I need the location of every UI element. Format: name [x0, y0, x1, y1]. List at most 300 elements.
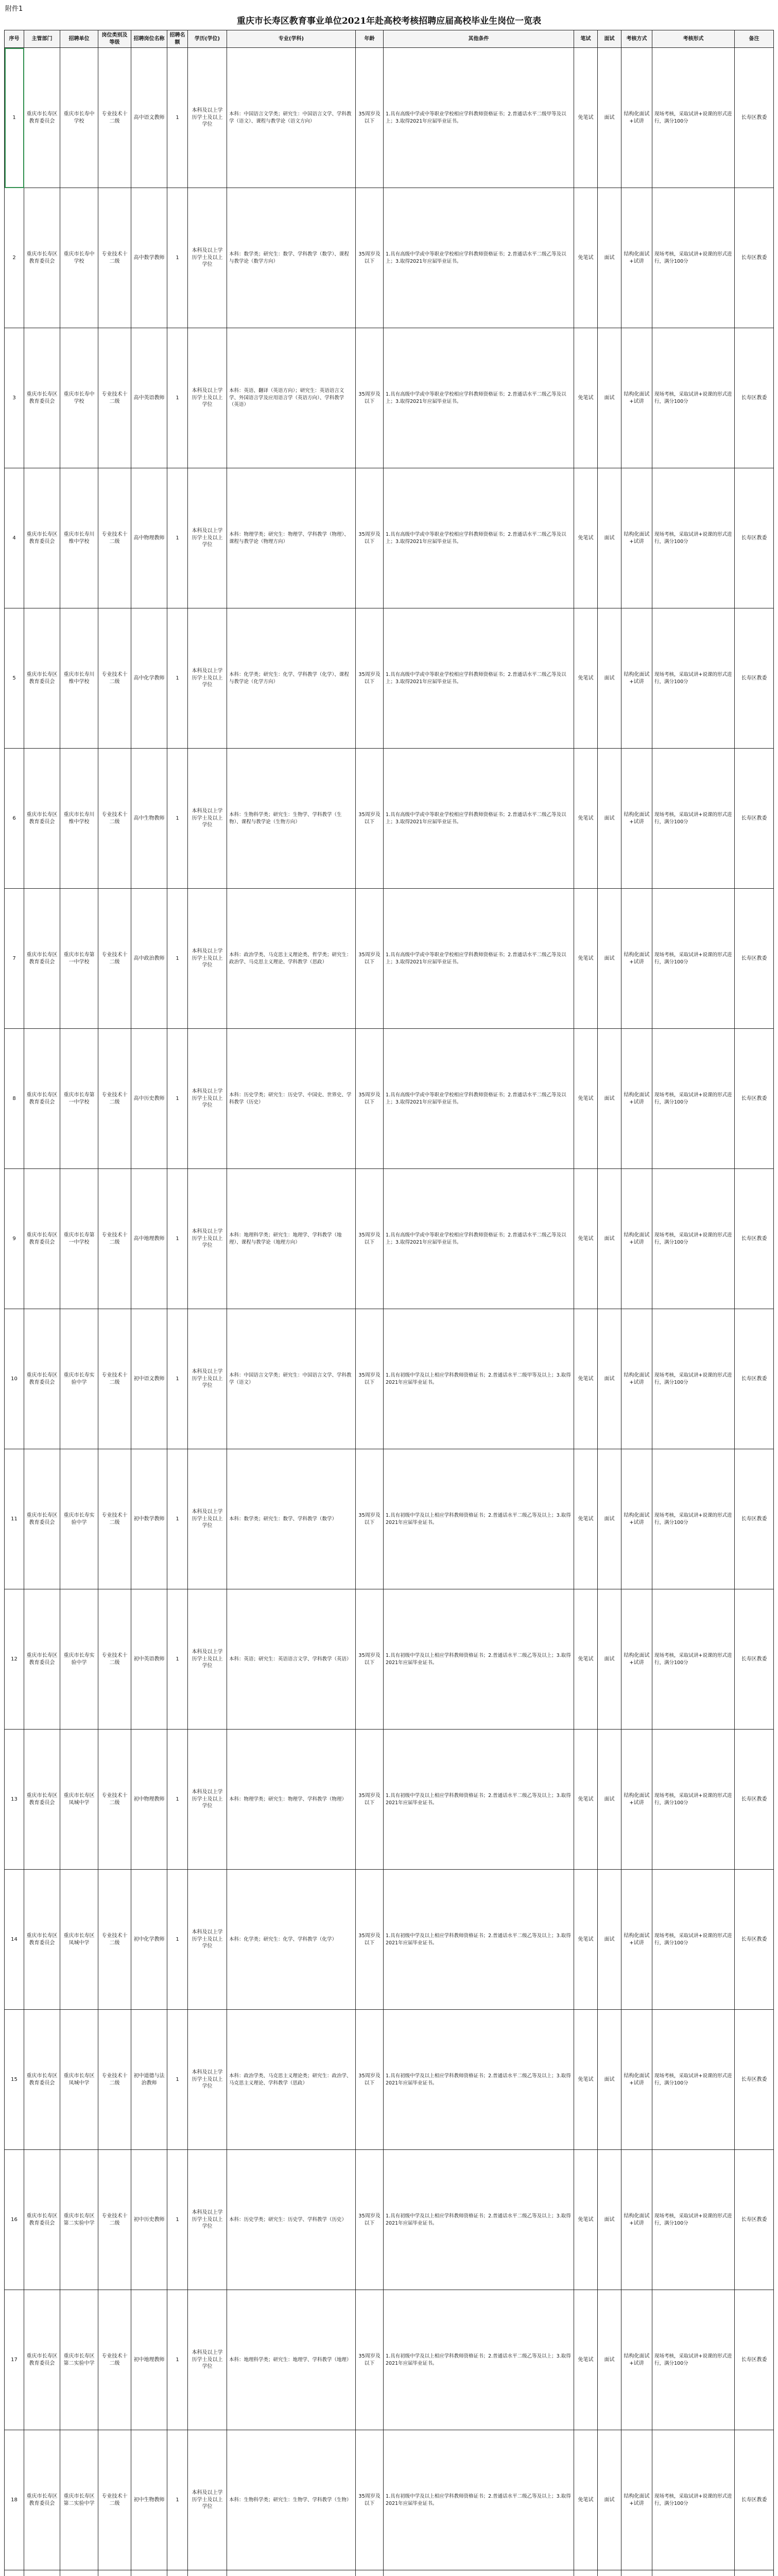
- cell-other: 1.具有初级中学及以上相应学科教师资格证书；2.普通话水平二级乙等及以上；3.取得2021年应届毕业证书。: [384, 2010, 574, 2150]
- cell-interview: 面试: [598, 48, 621, 188]
- table-row: [5, 1029, 774, 1169]
- cell-written: 免笔试: [574, 889, 598, 1029]
- cell-count: 1: [167, 2290, 188, 2430]
- cell-eval: 结构化面试+试讲: [621, 1730, 652, 1870]
- cell-eval: 结构化面试+试讲: [621, 48, 652, 188]
- cell-count: 1: [167, 188, 188, 328]
- cell-other: 1.具有初级中学及以上相应学科教师资格证书；2.普通话水平二级乙等及以上；3.取得2021年应届毕业证书。: [384, 1730, 574, 1870]
- cell-age: 35周岁及以下: [356, 889, 384, 1029]
- cell-dept: 重庆市长寿区教育委员会: [24, 2430, 60, 2570]
- cell-count: 1: [167, 1870, 188, 2010]
- cell-age: 35周岁及以下: [356, 1730, 384, 1870]
- cell-post-type: 专业技术十二级: [98, 1870, 131, 2010]
- cell-post-name: 高中历史教师: [131, 1029, 167, 1169]
- cell-unit: 重庆市长寿区凤城中学: [60, 2010, 98, 2150]
- cell-unit: 重庆市长寿区凤城中学: [60, 1870, 98, 2010]
- cell-age: 35周岁及以下: [356, 2010, 384, 2150]
- table-row: [5, 188, 774, 328]
- header-dept: 主管部门: [24, 30, 60, 48]
- cell-remark: [735, 2570, 774, 2576]
- cell-eval: 结构化面试+试讲: [621, 1589, 652, 1730]
- cell-written: 免笔试: [574, 1029, 598, 1169]
- cell-post-name: 高中英语教师: [131, 328, 167, 468]
- cell-dept: 重庆市长寿区教育委员会: [24, 2010, 60, 2150]
- cell-count: [167, 2570, 188, 2576]
- cell-major: 本科：化学类；研究生：化学、学科教学（化学）: [227, 1870, 356, 2010]
- cell-post-name: 初中英语教师: [131, 1589, 167, 1730]
- cell-method: 现场考核，采取试讲+说课的形式进行，满分100分: [652, 1589, 735, 1730]
- cell-seq: 11: [5, 1449, 24, 1589]
- cell-eval: 结构化面试+试讲: [621, 188, 652, 328]
- cell-dept: 重庆市长寿区教育委员会: [24, 2150, 60, 2290]
- cell-count: 1: [167, 1169, 188, 1309]
- cell-major: 本科：英语、翻译（英语方向）；研究生：英语语言文学、外国语言学及应用语言学（英语方向）、学科教学（英语）: [227, 328, 356, 468]
- cell-seq: 16: [5, 2150, 24, 2290]
- cell-post-name: 高中数学教师: [131, 188, 167, 328]
- cell-unit: 重庆市长寿实验中学: [60, 1449, 98, 1589]
- cell-edu: 本科及以上学历学士及以上学位: [188, 608, 227, 749]
- cell-post-name: 高中物理教师: [131, 468, 167, 608]
- cell-post-name: 初中历史教师: [131, 2150, 167, 2290]
- table-header: [5, 30, 774, 48]
- cell-major: 本科：政治学类、马克思主义理论类；研究生：政治学、马克思主义理论、学科教学（思政）: [227, 2010, 356, 2150]
- cell-other: 1.具有初级中学及以上相应学科教师资格证书；2.普通话水平二级乙等及以上；3.取得2021年应届毕业证书。: [384, 1449, 574, 1589]
- cell-eval: 结构化面试+试讲: [621, 2010, 652, 2150]
- cell-seq: 7: [5, 889, 24, 1029]
- cell-post-type: 专业技术十二级: [98, 2290, 131, 2430]
- cell-post-type: [98, 2570, 131, 2576]
- cell-remark: 长寿区教委: [735, 2290, 774, 2430]
- cell-count: 1: [167, 1589, 188, 1730]
- cell-unit: [60, 2570, 98, 2576]
- cell-remark: 长寿区教委: [735, 1169, 774, 1309]
- cell-dept: 重庆市长寿区教育委员会: [24, 48, 60, 188]
- cell-edu: 本科及以上学历学士及以上学位: [188, 2430, 227, 2570]
- cell-other: 1.具有初级中学及以上相应学科教师资格证书；2.普通话水平二级乙等及以上；3.取得2021年应届毕业证书。: [384, 2290, 574, 2430]
- cell-other: 1.具有初级中学及以上相应学科教师资格证书；2.普通话水平二级甲等及以上；3.取得2021年应届毕业证书。: [384, 1309, 574, 1449]
- cell-method: 现场考核，采取试讲+说课的形式进行，满分100分: [652, 48, 735, 188]
- cell-post-name: 初中地理教师: [131, 2290, 167, 2430]
- table-body: [5, 48, 774, 2576]
- cell-unit: 重庆市长寿川维中学校: [60, 749, 98, 889]
- cell-remark: 长寿区教委: [735, 2010, 774, 2150]
- cell-method: 现场考核，采取试讲+说课的形式进行，满分100分: [652, 1730, 735, 1870]
- cell-unit: 重庆市长寿区第二实验中学: [60, 2430, 98, 2570]
- cell-interview: 面试: [598, 2010, 621, 2150]
- table-row: [5, 2430, 774, 2570]
- cell-written: 免笔试: [574, 1589, 598, 1730]
- cell-post-type: 专业技术十二级: [98, 749, 131, 889]
- cell-other: 1.具有高级中学或中等职业学校相应学科教师资格证书；2.普通话水平二级乙等及以上；3.取得2021年应届毕业证书。: [384, 188, 574, 328]
- cell-unit: 重庆市长寿区凤城中学: [60, 1730, 98, 1870]
- cell-remark: 长寿区教委: [735, 1029, 774, 1169]
- cell-unit: 重庆市长寿第一中学校: [60, 889, 98, 1029]
- cell-written: 免笔试: [574, 749, 598, 889]
- cell-dept: 重庆市长寿区教育委员会: [24, 889, 60, 1029]
- cell-interview: 面试: [598, 2150, 621, 2290]
- cell-edu: 本科及以上学历学士及以上学位: [188, 328, 227, 468]
- cell-post-name: 初中数学教师: [131, 1449, 167, 1589]
- cell-seq: 4: [5, 468, 24, 608]
- cell-major: 本科：数学类；研究生：数学、学科教学（数学）: [227, 1449, 356, 1589]
- cell-method: 现场考核，采取试讲+说课的形式进行，满分100分: [652, 1309, 735, 1449]
- cell-written: 免笔试: [574, 48, 598, 188]
- cell-post-name: [131, 2570, 167, 2576]
- cell-seq: 1: [5, 48, 24, 188]
- cell-seq: 15: [5, 2010, 24, 2150]
- cell-eval: 结构化面试+试讲: [621, 1309, 652, 1449]
- cell-post-type: 专业技术十二级: [98, 608, 131, 749]
- cell-count: 1: [167, 1449, 188, 1589]
- cell-remark: 长寿区教委: [735, 48, 774, 188]
- cell-eval: 结构化面试+试讲: [621, 2430, 652, 2570]
- cell-post-name: 高中生物教师: [131, 749, 167, 889]
- table-row: [5, 2570, 774, 2576]
- cell-eval: 结构化面试+试讲: [621, 1169, 652, 1309]
- cell-method: 现场考核，采取试讲+说课的形式进行，满分100分: [652, 1449, 735, 1589]
- cell-age: 35周岁及以下: [356, 1309, 384, 1449]
- cell-age: 35周岁及以下: [356, 1870, 384, 2010]
- cell-age: [356, 2570, 384, 2576]
- cell-remark: 长寿区教委: [735, 328, 774, 468]
- cell-remark: 长寿区教委: [735, 1309, 774, 1449]
- cell-count: 1: [167, 608, 188, 749]
- cell-post-name: 初中化学教师: [131, 1870, 167, 2010]
- header-post-type: 岗位类别及等级: [98, 30, 131, 48]
- table-row: [5, 1589, 774, 1730]
- cell-post-type: 专业技术十二级: [98, 1309, 131, 1449]
- table-row: [5, 468, 774, 608]
- cell-dept: 重庆市长寿区教育委员会: [24, 468, 60, 608]
- cell-eval: 结构化面试+试讲: [621, 1029, 652, 1169]
- cell-age: 35周岁及以下: [356, 1169, 384, 1309]
- cell-major: 本科：物理学类；研究生：物理学、学科教学（物理）: [227, 1730, 356, 1870]
- cell-post-name: 高中化学教师: [131, 608, 167, 749]
- cell-seq: 13: [5, 1730, 24, 1870]
- cell-dept: 重庆市长寿区教育委员会: [24, 1449, 60, 1589]
- cell-count: 1: [167, 889, 188, 1029]
- cell-edu: 本科及以上学历学士及以上学位: [188, 468, 227, 608]
- cell-count: 1: [167, 2430, 188, 2570]
- cell-dept: 重庆市长寿区教育委员会: [24, 1589, 60, 1730]
- table-row: [5, 2150, 774, 2290]
- cell-count: 1: [167, 749, 188, 889]
- cell-other: 1.具有初级中学及以上相应学科教师资格证书；2.普通话水平二级乙等及以上；3.取得2021年应届毕业证书。: [384, 1589, 574, 1730]
- cell-unit: 重庆市长寿区第二实验中学: [60, 2150, 98, 2290]
- cell-edu: 本科及以上学历学士及以上学位: [188, 1449, 227, 1589]
- cell-remark: 长寿区教委: [735, 188, 774, 328]
- cell-interview: 面试: [598, 889, 621, 1029]
- table-row: [5, 1870, 774, 2010]
- cell-count: 1: [167, 468, 188, 608]
- cell-post-type: 专业技术十二级: [98, 1730, 131, 1870]
- cell-eval: 结构化面试+试讲: [621, 2290, 652, 2430]
- cell-seq: 5: [5, 608, 24, 749]
- cell-interview: 面试: [598, 2430, 621, 2570]
- cell-unit: 重庆市长寿中学校: [60, 328, 98, 468]
- header-written: 笔试: [574, 30, 598, 48]
- header-other: 其他条件: [384, 30, 574, 48]
- cell-seq: 2: [5, 188, 24, 328]
- cell-edu: 本科及以上学历学士及以上学位: [188, 2010, 227, 2150]
- cell-age: 35周岁及以下: [356, 1449, 384, 1589]
- cell-written: 免笔试: [574, 1870, 598, 2010]
- cell-other: 1.具有初级中学及以上相应学科教师资格证书；2.普通话水平二级乙等及以上；3.取得2021年应届毕业证书。: [384, 1870, 574, 2010]
- cell-unit: 重庆市长寿实验中学: [60, 1309, 98, 1449]
- cell-eval: 结构化面试+试讲: [621, 608, 652, 749]
- cell-seq: 17: [5, 2290, 24, 2430]
- table-row: [5, 749, 774, 889]
- cell-major: 本科：生物科学类；研究生：生物学、学科教学（生物）: [227, 2430, 356, 2570]
- cell-major: 本科：历史学类；研究生：历史学、中国史、世界史、学科教学（历史）: [227, 1029, 356, 1169]
- cell-eval: 结构化面试+试讲: [621, 749, 652, 889]
- cell-major: [227, 2570, 356, 2576]
- cell-other: [384, 2570, 574, 2576]
- cell-age: 35周岁及以下: [356, 2150, 384, 2290]
- cell-unit: 重庆市长寿川维中学校: [60, 608, 98, 749]
- table-row: [5, 1449, 774, 1589]
- cell-method: 现场考核，采取试讲+说课的形式进行，满分100分: [652, 749, 735, 889]
- cell-method: 现场考核，采取试讲+说课的形式进行，满分100分: [652, 188, 735, 328]
- cell-count: 1: [167, 1029, 188, 1169]
- cell-interview: 面试: [598, 1449, 621, 1589]
- cell-edu: 本科及以上学历学士及以上学位: [188, 1589, 227, 1730]
- cell-dept: 重庆市长寿区教育委员会: [24, 1870, 60, 2010]
- cell-major: 本科：英语；研究生：英语语言文学、学科教学（英语）: [227, 1589, 356, 1730]
- cell-age: 35周岁及以下: [356, 468, 384, 608]
- cell-edu: [188, 2570, 227, 2576]
- cell-major: 本科：化学类；研究生：化学、学科教学（化学）、课程与教学论（化学方向）: [227, 608, 356, 749]
- cell-age: 35周岁及以下: [356, 188, 384, 328]
- table-row: [5, 328, 774, 468]
- cell-method: 现场考核，采取试讲+说课的形式进行，满分100分: [652, 1169, 735, 1309]
- cell-edu: 本科及以上学历学士及以上学位: [188, 1870, 227, 2010]
- cell-dept: 重庆市长寿区教育委员会: [24, 188, 60, 328]
- cell-age: 35周岁及以下: [356, 608, 384, 749]
- cell-post-type: 专业技术十二级: [98, 2430, 131, 2570]
- table-row: [5, 608, 774, 749]
- cell-written: 免笔试: [574, 608, 598, 749]
- cell-count: 1: [167, 2010, 188, 2150]
- cell-count: 1: [167, 48, 188, 188]
- cell-edu: 本科及以上学历学士及以上学位: [188, 1730, 227, 1870]
- cell-remark: 长寿区教委: [735, 1589, 774, 1730]
- cell-interview: 面试: [598, 608, 621, 749]
- cell-edu: 本科及以上学历学士及以上学位: [188, 48, 227, 188]
- cell-written: 免笔试: [574, 328, 598, 468]
- cell-method: 现场考核，采取试讲+说课的形式进行，满分100分: [652, 2290, 735, 2430]
- cell-eval: [621, 2570, 652, 2576]
- cell-interview: 面试: [598, 1870, 621, 2010]
- cell-post-type: 专业技术十二级: [98, 188, 131, 328]
- cell-post-type: 专业技术十二级: [98, 1029, 131, 1169]
- cell-remark: 长寿区教委: [735, 1730, 774, 1870]
- cell-method: 现场考核，采取试讲+说课的形式进行，满分100分: [652, 608, 735, 749]
- cell-seq: 12: [5, 1589, 24, 1730]
- cell-age: 35周岁及以下: [356, 48, 384, 188]
- cell-major: 本科：数学类；研究生：数学、学科教学（数学）、课程与教学论（数学方向）: [227, 188, 356, 328]
- table-row: [5, 48, 774, 188]
- header-seq: 序号: [5, 30, 24, 48]
- cell-method: 现场考核，采取试讲+说课的形式进行，满分100分: [652, 1870, 735, 2010]
- cell-interview: [598, 2570, 621, 2576]
- cell-major: 本科：历史学类；研究生：历史学、学科教学（历史）: [227, 2150, 356, 2290]
- cell-post-name: 高中地理教师: [131, 1169, 167, 1309]
- cell-other: 1.具有高级中学或中等职业学校相应学科教师资格证书；2.普通话水平二级乙等及以上；3.取得2021年应届毕业证书。: [384, 1169, 574, 1309]
- header-remark: 备注: [735, 30, 774, 48]
- cell-remark: 长寿区教委: [735, 2150, 774, 2290]
- cell-written: 免笔试: [574, 2150, 598, 2290]
- cell-written: 免笔试: [574, 2290, 598, 2430]
- cell-dept: 重庆市长寿区教育委员会: [24, 328, 60, 468]
- cell-other: 1.具有高级中学或中等职业学校相应学科教师资格证书；2.普通话水平二级乙等及以上；3.取得2021年应届毕业证书。: [384, 328, 574, 468]
- cell-dept: [24, 2570, 60, 2576]
- cell-written: 免笔试: [574, 2430, 598, 2570]
- cell-edu: 本科及以上学历学士及以上学位: [188, 1169, 227, 1309]
- cell-dept: 重庆市长寿区教育委员会: [24, 749, 60, 889]
- cell-post-type: 专业技术十二级: [98, 468, 131, 608]
- cell-dept: 重庆市长寿区教育委员会: [24, 1309, 60, 1449]
- cell-count: 1: [167, 2150, 188, 2290]
- cell-written: [574, 2570, 598, 2576]
- cell-method: [652, 2570, 735, 2576]
- cell-eval: 结构化面试+试讲: [621, 889, 652, 1029]
- cell-post-name: 初中生物教师: [131, 2430, 167, 2570]
- cell-seq: 10: [5, 1309, 24, 1449]
- cell-edu: 本科及以上学历学士及以上学位: [188, 1309, 227, 1449]
- cell-written: 免笔试: [574, 1169, 598, 1309]
- header-unit: 招聘单位: [60, 30, 98, 48]
- cell-written: 免笔试: [574, 1449, 598, 1589]
- cell-dept: 重庆市长寿区教育委员会: [24, 1169, 60, 1309]
- cell-unit: 重庆市长寿区第二实验中学: [60, 2290, 98, 2430]
- cell-method: 现场考核，采取试讲+说课的形式进行，满分100分: [652, 889, 735, 1029]
- cell-remark: 长寿区教委: [735, 749, 774, 889]
- cell-age: 35周岁及以下: [356, 328, 384, 468]
- cell-other: 1.具有高级中学或中等职业学校相应学科教师资格证书；2.普通话水平二级乙等及以上；3.取得2021年应届毕业证书。: [384, 1029, 574, 1169]
- cell-interview: 面试: [598, 2290, 621, 2430]
- cell-interview: 面试: [598, 468, 621, 608]
- attachment-label: 附件1: [5, 5, 23, 13]
- cell-remark: 长寿区教委: [735, 608, 774, 749]
- cell-seq: 14: [5, 1870, 24, 2010]
- cell-age: 35周岁及以下: [356, 2290, 384, 2430]
- table-row: [5, 1169, 774, 1309]
- cell-major: 本科：地理科学类；研究生：地理学、学科教学（地理）、课程与教学论（地理方向）: [227, 1169, 356, 1309]
- header-count: 招聘名额: [167, 30, 188, 48]
- cell-seq: 9: [5, 1169, 24, 1309]
- header-edu: 学历(学位): [188, 30, 227, 48]
- cell-interview: 面试: [598, 1169, 621, 1309]
- cell-interview: 面试: [598, 328, 621, 468]
- table-row: [5, 889, 774, 1029]
- cell-unit: 重庆市长寿川维中学校: [60, 468, 98, 608]
- cell-interview: 面试: [598, 1029, 621, 1169]
- cell-post-type: 专业技术十二级: [98, 1589, 131, 1730]
- cell-method: 现场考核，采取试讲+说课的形式进行，满分100分: [652, 328, 735, 468]
- cell-post-name: 初中物理教师: [131, 1730, 167, 1870]
- header-post-name: 招聘岗位名称: [131, 30, 167, 48]
- cell-unit: 重庆市长寿中学校: [60, 48, 98, 188]
- cell-eval: 结构化面试+试讲: [621, 2150, 652, 2290]
- cell-seq: 8: [5, 1029, 24, 1169]
- cell-major: 本科：中国语言文学类；研究生：中国语言文学、学科教学（语文）: [227, 1309, 356, 1449]
- cell-post-type: 专业技术十二级: [98, 2150, 131, 2290]
- cell-seq: 3: [5, 328, 24, 468]
- cell-other: 1.具有高级中学或中等职业学校相应学科教师资格证书；2.普通话水平二级乙等及以上；3.取得2021年应届毕业证书。: [384, 608, 574, 749]
- cell-edu: 本科及以上学历学士及以上学位: [188, 889, 227, 1029]
- cell-post-name: 高中政治教师: [131, 889, 167, 1029]
- cell-age: 35周岁及以下: [356, 749, 384, 889]
- cell-post-name: 初中道德与法治教师: [131, 2010, 167, 2150]
- cell-post-type: 专业技术十二级: [98, 1449, 131, 1589]
- cell-major: 本科：地理科学类；研究生：地理学、学科教学（地理）: [227, 2290, 356, 2430]
- cell-method: 现场考核，采取试讲+说课的形式进行，满分100分: [652, 468, 735, 608]
- cell-edu: 本科及以上学历学士及以上学位: [188, 1029, 227, 1169]
- cell-written: 免笔试: [574, 188, 598, 328]
- table-row: [5, 1309, 774, 1449]
- cell-post-type: 专业技术十二级: [98, 1169, 131, 1309]
- header-age: 年龄: [356, 30, 384, 48]
- cell-seq: 18: [5, 2430, 24, 2570]
- cell-method: 现场考核，采取试讲+说课的形式进行，满分100分: [652, 2010, 735, 2150]
- cell-interview: 面试: [598, 1589, 621, 1730]
- table-row: [5, 2010, 774, 2150]
- cell-interview: 面试: [598, 188, 621, 328]
- cell-major: 本科：物理学类；研究生：物理学、学科教学（物理）、课程与教学论（物理方向）: [227, 468, 356, 608]
- page-title: 重庆市长寿区教育事业单位2021年赴高校考核招聘应届高校毕业生岗位一览表: [236, 16, 542, 26]
- cell-written: 免笔试: [574, 1309, 598, 1449]
- cell-count: 1: [167, 328, 188, 468]
- cell-unit: 重庆市长寿第一中学校: [60, 1169, 98, 1309]
- cell-age: 35周岁及以下: [356, 1029, 384, 1169]
- cell-written: 免笔试: [574, 1730, 598, 1870]
- cell-written: 免笔试: [574, 468, 598, 608]
- cell-dept: 重庆市长寿区教育委员会: [24, 608, 60, 749]
- cell-interview: 面试: [598, 1309, 621, 1449]
- cell-method: 现场考核，采取试讲+说课的形式进行，满分100分: [652, 1029, 735, 1169]
- cell-post-name: 高中语文教师: [131, 48, 167, 188]
- cell-interview: 面试: [598, 1730, 621, 1870]
- table-row: [5, 2290, 774, 2430]
- cell-remark: 长寿区教委: [735, 889, 774, 1029]
- header-row: [5, 30, 774, 48]
- cell-post-type: 专业技术十二级: [98, 328, 131, 468]
- cell-remark: 长寿区教委: [735, 468, 774, 608]
- table-row: [5, 1730, 774, 1870]
- cell-dept: 重庆市长寿区教育委员会: [24, 2290, 60, 2430]
- cell-other: 1.具有高级中学或中等职业学校相应学科教师资格证书；2.普通话水平二级乙等及以上；3.取得2021年应届毕业证书。: [384, 468, 574, 608]
- cell-other: 1.具有高级中学或中等职业学校相应学科教师资格证书；2.普通话水平二级乙等及以上；3.取得2021年应届毕业证书。: [384, 889, 574, 1029]
- header-method: 考核形式: [652, 30, 735, 48]
- cell-remark: 长寿区教委: [735, 1449, 774, 1589]
- cell-age: 35周岁及以下: [356, 2430, 384, 2570]
- cell-method: 现场考核，采取试讲+说课的形式进行，满分100分: [652, 2430, 735, 2570]
- cell-edu: 本科及以上学历学士及以上学位: [188, 749, 227, 889]
- cell-interview: 面试: [598, 749, 621, 889]
- positions-table: [4, 30, 774, 2576]
- cell-edu: 本科及以上学历学士及以上学位: [188, 2290, 227, 2430]
- cell-other: 1.具有高级中学或中等职业学校相应学科教师资格证书；2.普通话水平二级乙等及以上；3.取得2021年应届毕业证书。: [384, 749, 574, 889]
- cell-seq: 6: [5, 749, 24, 889]
- cell-edu: 本科及以上学历学士及以上学位: [188, 2150, 227, 2290]
- cell-post-type: 专业技术十二级: [98, 2010, 131, 2150]
- cell-dept: 重庆市长寿区教育委员会: [24, 1029, 60, 1169]
- cell-eval: 结构化面试+试讲: [621, 468, 652, 608]
- cell-written: 免笔试: [574, 2010, 598, 2150]
- cell-unit: 重庆市长寿中学校: [60, 188, 98, 328]
- positions-table-wrapper: [4, 30, 773, 2576]
